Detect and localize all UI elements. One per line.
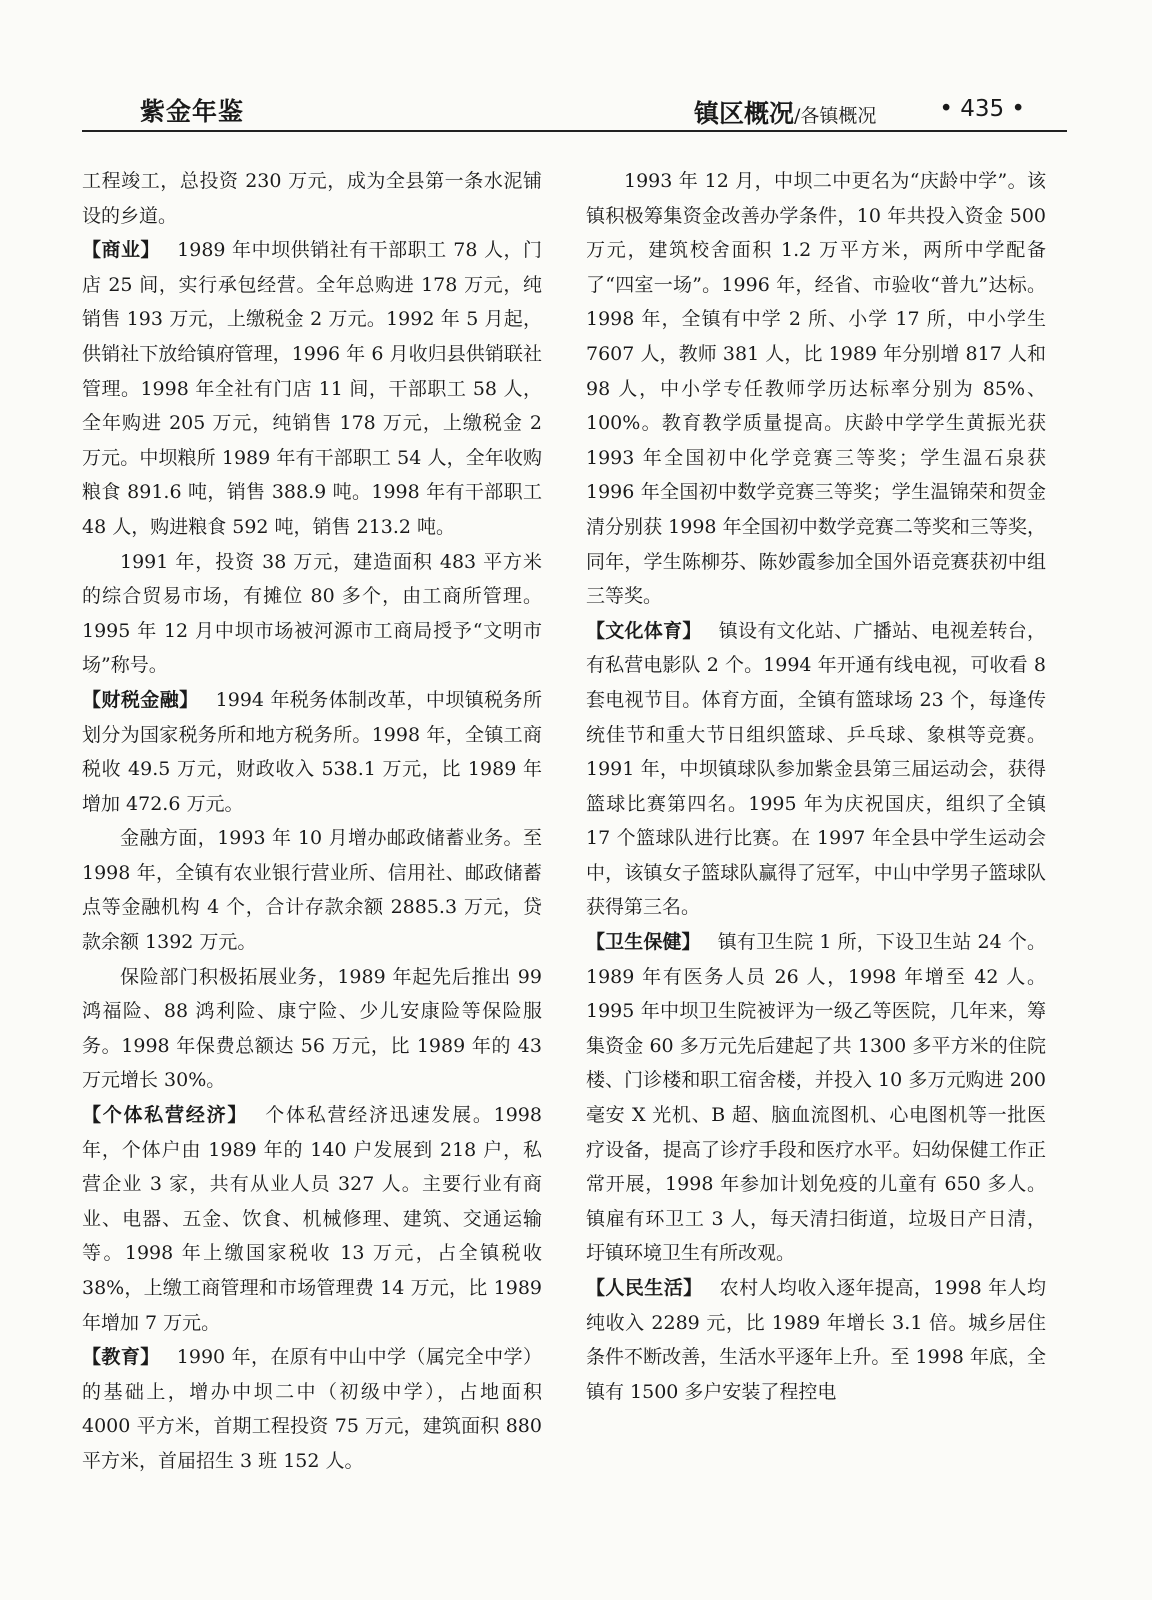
paragraph-commerce: [82, 233, 542, 544]
paragraph-health: [586, 925, 1046, 1271]
paragraph-life: [586, 1271, 1046, 1409]
paragraph-culture: [586, 614, 1046, 925]
heading-commerce: 【商业】: [82, 239, 161, 262]
left-column: [82, 164, 542, 1479]
paragraph-continued: 工程竣工，总投资 230 万元，成为全县第一条水泥铺设的乡道。: [82, 170, 542, 227]
paragraph-market: 1991 年，投资 38 万元，建造面积 483 平方米的综合贸易市场，有摊位 80 多个，由工商所管理。1995 年 12 月中坝市场被河源市工商局授予“文明市场”称号。: [82, 550, 542, 677]
paragraph-private-economy: [82, 1098, 542, 1340]
text-education: 1990 年，在原有中山中学（属完全中学）的基础上，增办中坝二中（初级中学），占地面积 4000 平方米，首期工程投资 75 万元，建筑面积 880 平方米，首届招生 3 班 152 人。: [82, 1346, 542, 1472]
right-column: [586, 164, 1046, 1409]
heading-private-economy: 【个体私营经济】: [82, 1104, 249, 1127]
paragraph-banking: 金融方面，1993 年 10 月增办邮政储蓄业务。至 1998 年，全镇有农业银行营业所、信用社、邮政储蓄点等金融机构 4 个，合计存款余额 2885.3 万元，贷款余额 1392 万元。: [82, 827, 542, 954]
book-title: 紫金年鉴: [140, 97, 245, 126]
heading-education: 【教育】: [82, 1346, 160, 1369]
paragraph-education: [82, 1340, 542, 1478]
section-main: 镇区概况: [694, 99, 795, 128]
text-private-economy: 个体私营经济迅速发展。1998 年，个体户由 1989 年的 140 户发展到 218 户，私营企业 3 家，共有从业人员 327 人。主要行业有商业、电器、五金、饮食、机械修理、建筑、交通运输等。1998 年上缴国家税收 13 万元，占全镇税收 38%，上缴工商管理和市场管理费 14 万元，比 1989 年增加 7 万元。: [82, 1104, 542, 1334]
text-life: 农村人均收入逐年提高，1998 年人均纯收入 2289 元，比 1989 年增长 3.1 倍。城乡居住条件不断改善，生活水平逐年上升。至 1998 年底，全镇有 1500 多户安装了程控电: [586, 1277, 1046, 1403]
section-sub: /各镇概况: [794, 105, 877, 127]
text-culture: 镇设有文化站、广播站、电视差转台，有私营电影队 2 个。1994 年开通有线电视，可收看 8 套电视节目。体育方面，全镇有篮球场 23 个，每逢传统佳节和重大节日组织篮球、乒乓球、象棋等竞赛。1991 年，中坝镇球队参加紫金县第三届运动会，获得篮球比赛第四名。1995 年为庆祝国庆，组织了全镇 17 个篮球队进行比赛。在 1997 年全县中学生运动会中，该镇女子篮球队赢得了冠军，中山中学男子篮球队获得第三名。: [586, 619, 1046, 919]
header-rule: [82, 130, 1067, 132]
paragraph-finance: [82, 683, 542, 821]
heading-health: 【卫生保健】: [586, 931, 701, 954]
text-health: 镇有卫生院 1 所，下设卫生站 24 个。1989 年有医务人员 26 人，1998 年增至 42 人。1995 年中坝卫生院被评为一级乙等医院，几年来，筹集资金 60 多万元先后建起了共 1300 多平方米的住院楼、门诊楼和职工宿舍楼，并投入 10 多万元购进 200 毫安 X 光机、B 超、脑血流图机、心电图机等一批医疗设备，提高了诊疗手段和医疗水平。妇幼保健工作正常开展，1998 年参加计划免疫的儿童有 650 多人。镇雇有环卫工 3 人，每天清扫街道，垃圾日产日清，圩镇环境卫生有所改观。: [586, 931, 1046, 1265]
paragraph-school: 1993 年 12 月，中坝二中更名为“庆龄中学”。该镇积极筹集资金改善办学条件，10 年共投入资金 500 万元，建筑校舍面积 1.2 万平方米，两所中学配备了“四室一场”。1996 年，经省、市验收“普九”达标。1998 年，全镇有中学 2 所、小学 17 所，中小学生 7607 人，教师 381 人，比 1989 年分别增 817 人和 98 人，中小学专任教师学历达标率分别为 85%、100%。教育教学质量提高。庆龄中学学生黄振光获 1993 年全国初中化学竞赛三等奖；学生温石泉获 1996 年全国初中数学竞赛三等奖；学生温锦荣和贺金清分别获 1998 年全国初中数学竞赛二等奖和三等奖，同年，学生陈柳芬、陈妙霞参加全国外语竞赛获初中组三等奖。: [586, 170, 1046, 608]
text-commerce: 1989 年中坝供销社有干部职工 78 人，门店 25 间，实行承包经营。全年总购进 178 万元，纯销售 193 万元，上缴税金 2 万元。1992 年 5 月起，供销社下放给镇府管理，1996 年 6 月收归县供销联社管理。1998 年全社有门店 11 间，干部职工 58 人，全年购进 205 万元，纯销售 178 万元，上缴税金 2 万元。中坝粮所 1989 年有干部职工 54 人，全年收购粮食 891.6 吨，销售 388.9 吨。1998 年有干部职工 48 人，购进粮食 592 吨，销售 213.2 吨。: [82, 239, 542, 538]
section-title: [694, 94, 876, 130]
heading-finance: 【财税金融】: [82, 688, 199, 711]
paragraph-insurance: 保险部门积极拓展业务，1989 年起先后推出 99 鸿福险、88 鸿利险、康宁险、少儿安康险等保险服务。1998 年保费总额达 56 万元，比 1989 年的 43 万元增长 30%。: [82, 965, 542, 1092]
running-header: [82, 88, 1067, 138]
text-finance: 1994 年税务体制改革，中坝镇税务所划分为国家税务所和地方税务所。1998 年，全镇工商税收 49.5 万元，财政收入 538.1 万元，比 1989 年增加 472.6 万元。: [82, 688, 542, 815]
page-number: • 435 •: [939, 96, 1025, 122]
heading-culture: 【文化体育】: [586, 619, 702, 642]
heading-life: 【人民生活】: [586, 1277, 703, 1299]
